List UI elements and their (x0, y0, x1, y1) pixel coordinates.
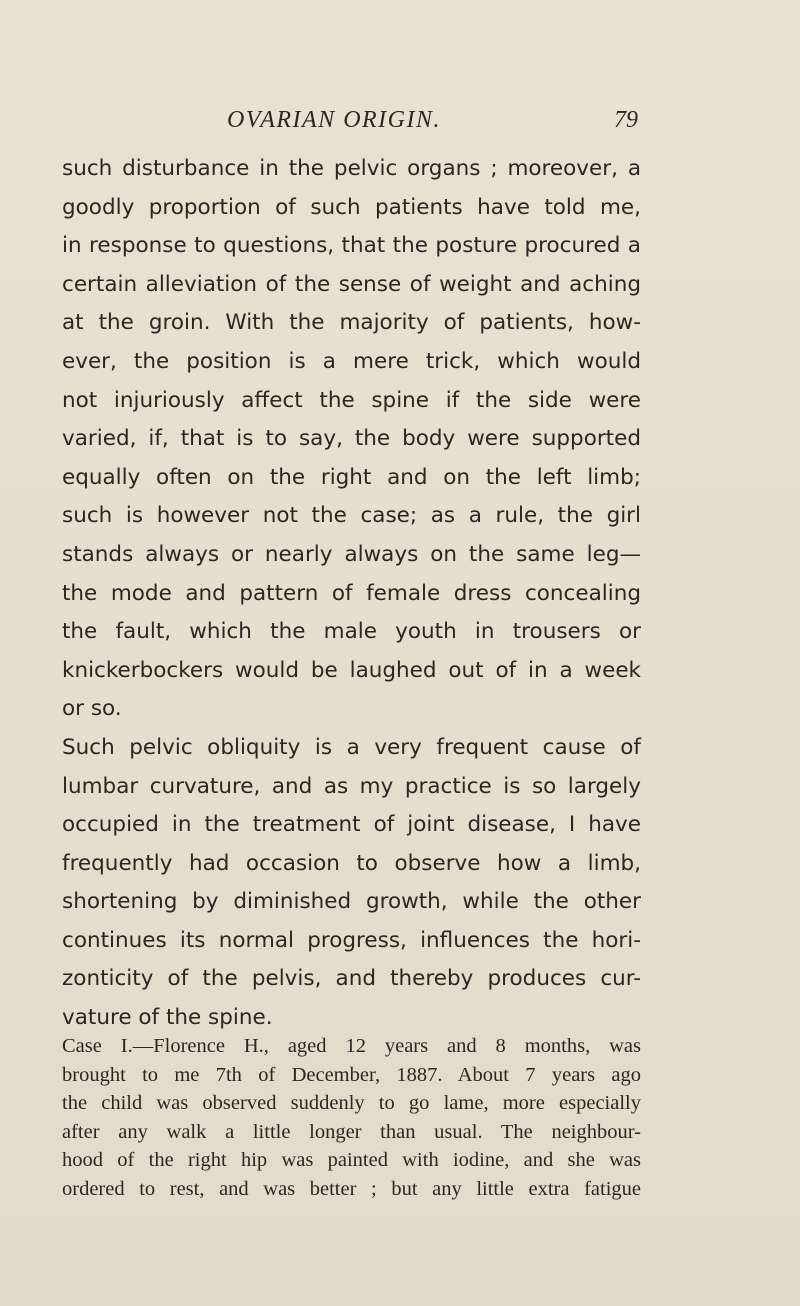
case-line: ordered to rest, and was better ; but any little extra fatigue (62, 1177, 641, 1200)
text-line: equally often on the right and on the left limb; (62, 464, 641, 490)
page-number: 79 (614, 107, 638, 133)
text-line: lumbar curvature, and as my practice is so largely (62, 773, 641, 799)
text-line: zonticity of the pelvis, and thereby produces cur- (62, 966, 641, 992)
text-line: frequently had occasion to observe how a limb, (62, 850, 641, 876)
text-line: certain alleviation of the sense of weight and aching (62, 271, 641, 297)
running-head: OVARIAN ORIGIN. (227, 107, 442, 133)
text-line: goodly proportion of such patients have told me, (62, 194, 641, 220)
text-line: stands always or nearly always on the same leg— (62, 541, 641, 567)
text-line: at the groin. With the majority of patients, how- (62, 310, 641, 336)
paragraph-start-line: Such pelvic obliquity is a very frequent cause of (62, 734, 641, 760)
page-header (0, 103, 800, 143)
text-line: not injuriously affect the spine if the side were (62, 387, 641, 413)
case-line: brought to me 7th of December, 1887. About 7 years ago (62, 1063, 641, 1086)
text-line: in response to questions, that the posture procured a (62, 233, 641, 259)
text-line: continues its normal progress, influences the hori- (62, 927, 641, 953)
case-line: hood of the right hip was painted with iodine, and she was (62, 1149, 641, 1172)
case-heading-line: Case I.—Florence H., aged 12 years and 8 months, was (62, 1035, 641, 1057)
text-line: the fault, which the male youth in trousers or (62, 619, 641, 645)
text-line: ever, the position is a mere trick, which would (62, 348, 641, 374)
main-text (62, 150, 641, 1038)
case-report (62, 1032, 641, 1204)
text-line: such disturbance in the pelvic organs ; moreover, a (62, 156, 641, 181)
text-line: or so. (62, 696, 122, 722)
text-line: vature of the spine. (62, 1005, 273, 1031)
text-line: shortening by diminished growth, while the other (62, 889, 641, 915)
case-line: the child was observed suddenly to go lame, more especially (62, 1092, 641, 1115)
text-line: knickerbockers would be laughed out of in a week (62, 657, 641, 683)
text-line: varied, if, that is to say, the body were supported (62, 426, 641, 452)
text-line: such is however not the case; as a rule, the girl (62, 503, 641, 529)
case-line: after any walk a little longer than usual. The neighbour- (62, 1120, 641, 1143)
text-line: the mode and pattern of female dress concealing (62, 580, 641, 606)
text-line: occupied in the treatment of joint disease, I have (62, 812, 641, 838)
